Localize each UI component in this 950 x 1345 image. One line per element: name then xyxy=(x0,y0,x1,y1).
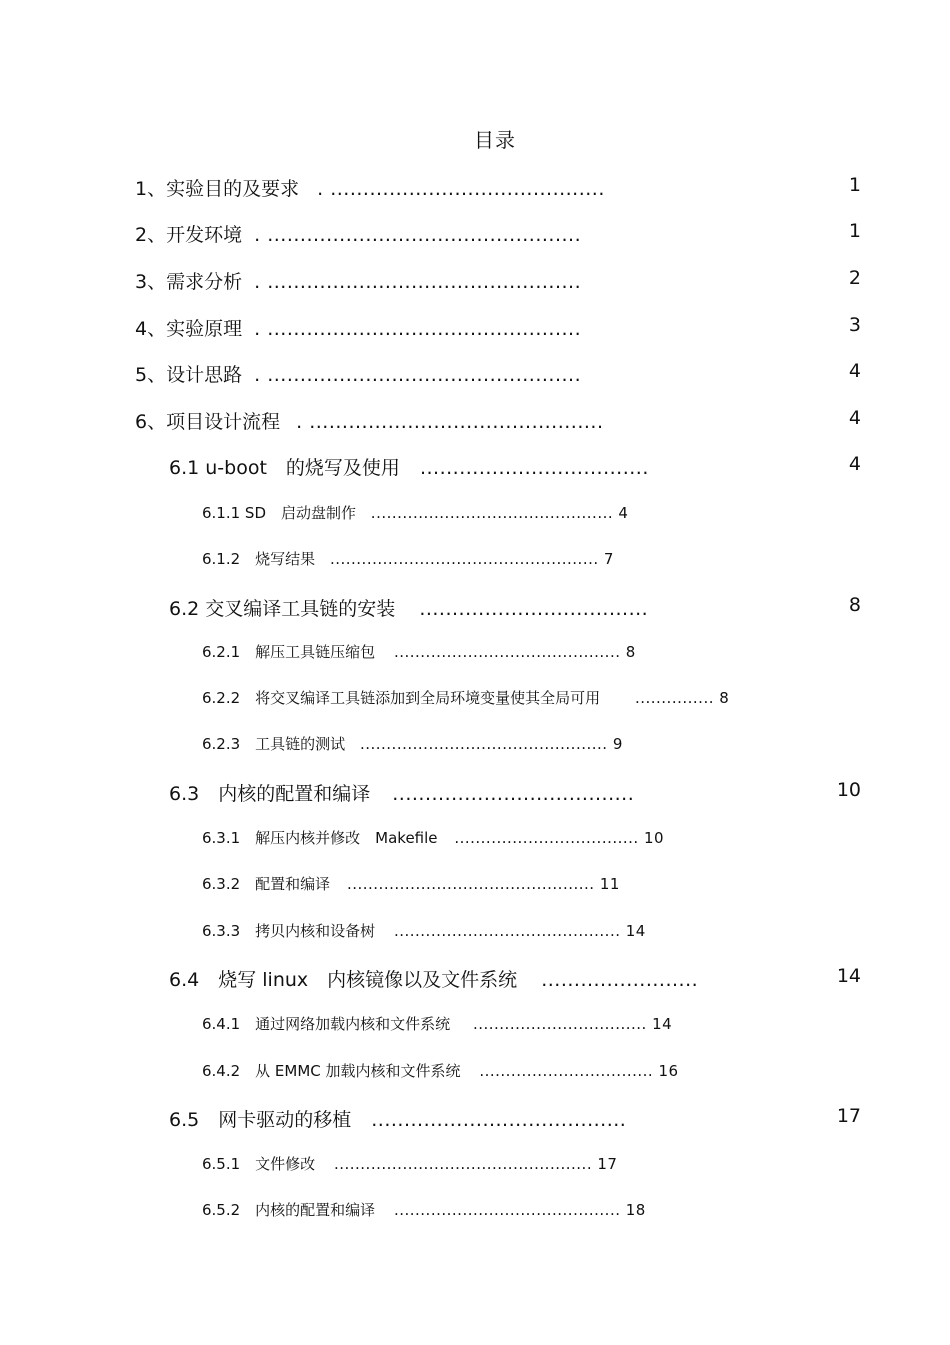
toc-entry-page: 3 xyxy=(848,314,861,336)
toc-entry-leader: . .......................................... xyxy=(317,178,605,200)
toc-entry-text: 6.5.2 内核的配置和编译 xyxy=(202,1201,376,1219)
toc-entry-text: 6.2 交叉编译工具链的安装 xyxy=(169,598,396,620)
toc-entry-page: 14 xyxy=(836,965,861,987)
toc-entry-text: 6.1.1 SD 启动盘制作 xyxy=(202,504,357,522)
toc-entry-leader-page: ................................... 10 xyxy=(454,829,665,847)
toc-entry-text: 6.4.2 从 EMMC 加载内核和文件系统 xyxy=(202,1062,461,1080)
toc-entry-page: 1 xyxy=(848,220,861,242)
toc-entry-page: 4 xyxy=(848,453,861,475)
toc-entry[interactable] xyxy=(135,267,581,294)
toc-entry[interactable] xyxy=(169,779,634,806)
toc-entry[interactable] xyxy=(169,594,648,621)
toc-entry[interactable] xyxy=(169,453,649,480)
toc-entry-page: 10 xyxy=(836,779,861,801)
toc-entry[interactable] xyxy=(202,733,623,754)
toc-entry-text: 6.5.1 文件修改 xyxy=(202,1155,316,1173)
toc-entry[interactable] xyxy=(135,407,604,434)
toc-entry-text: 6.2.1 解压工具链压缩包 xyxy=(202,643,376,661)
toc-entry-text: 6.3.1 解压内核并修改 Makefile xyxy=(202,829,438,847)
toc-entry-leader-page: ........................................... 8 xyxy=(393,643,636,661)
toc-entry-leader: ..................................... xyxy=(392,783,635,805)
toc-entry-page: 17 xyxy=(836,1105,861,1127)
toc-entry[interactable] xyxy=(202,1060,679,1081)
toc-entry[interactable] xyxy=(202,687,729,708)
toc-entry[interactable] xyxy=(202,502,628,523)
toc-entry-leader: ........................ xyxy=(541,969,699,991)
toc-entry[interactable] xyxy=(135,314,581,341)
toc-entry[interactable] xyxy=(202,1153,617,1174)
toc-entry[interactable] xyxy=(202,873,620,894)
toc-entry-page: 4 xyxy=(848,360,861,382)
toc-entry[interactable] xyxy=(202,827,664,848)
toc-entry-text: 6.1 u-boot 的烧写及使用 xyxy=(169,457,400,479)
toc-entry[interactable] xyxy=(135,174,605,201)
toc-entry[interactable] xyxy=(135,220,581,247)
toc-entry-text: 3、需求分析 xyxy=(135,271,243,293)
toc-entry-leader-page: ............................................... 11 xyxy=(346,875,620,893)
toc-entry-page: 4 xyxy=(848,407,861,429)
toc-entry-leader-page: ................................. 16 xyxy=(479,1062,679,1080)
toc-entry[interactable] xyxy=(202,641,636,662)
toc-entry-text: 1、实验目的及要求 xyxy=(135,178,300,200)
toc-entry-leader-page: ................................. 14 xyxy=(472,1015,673,1033)
toc-title: 目录 xyxy=(474,128,516,152)
toc-entry-leader-page: ................................................... 7 xyxy=(329,550,614,568)
toc-entry-text: 6.5 网卡驱动的移植 xyxy=(169,1109,352,1131)
toc-entry[interactable] xyxy=(169,1105,626,1132)
toc-entry[interactable] xyxy=(202,1199,646,1220)
toc-entry-text: 6.3 内核的配置和编译 xyxy=(169,783,371,805)
toc-entry-leader-page: ............... 8 xyxy=(634,689,730,707)
toc-entry[interactable] xyxy=(135,360,581,387)
toc-entry-text: 6.2.3 工具链的测试 xyxy=(202,735,346,753)
toc-entry-leader-page: ........................................... 18 xyxy=(393,1201,646,1219)
toc-entry-text: 2、开发环境 xyxy=(135,224,243,246)
toc-entry-leader-page: .............................................. 4 xyxy=(370,504,629,522)
toc-entry-text: 4、实验原理 xyxy=(135,318,243,340)
toc-entry-page: 8 xyxy=(848,594,861,616)
toc-entry-page: 2 xyxy=(848,267,861,289)
toc-entry-text: 6.3.2 配置和编译 xyxy=(202,875,331,893)
toc-entry-leader-page: ............................................... 9 xyxy=(359,735,623,753)
toc-entry-leader: . ................................................ xyxy=(254,364,582,386)
toc-entry-leader: . ................................................ xyxy=(254,224,582,246)
toc-entry-text: 6.3.3 拷贝内核和设备树 xyxy=(202,922,376,940)
toc-entry-text: 6.2.2 将交叉编译工具链添加到全局环境变量使其全局可用 xyxy=(202,689,601,707)
toc-entry[interactable] xyxy=(202,1013,672,1034)
toc-entry-text: 6.1.2 烧写结果 xyxy=(202,550,316,568)
toc-entry-leader: . ................................................ xyxy=(254,318,582,340)
toc-entry[interactable] xyxy=(202,920,646,941)
toc-entry-leader-page: ........................................... 14 xyxy=(393,922,646,940)
toc-entry-leader-page: ................................................. 17 xyxy=(333,1155,618,1173)
toc-entry-leader: ................................... xyxy=(419,457,649,479)
toc-entry-text: 5、设计思路 xyxy=(135,364,243,386)
toc-entry-page: 1 xyxy=(848,174,861,196)
toc-entry-text: 6.4 烧写 linux 内核镜像以及文件系统 xyxy=(169,969,518,991)
toc-entry[interactable] xyxy=(202,548,614,569)
toc-entry-leader: . ................................................ xyxy=(254,271,582,293)
toc-entry-leader: ....................................... xyxy=(371,1109,627,1131)
toc-entry-text: 6.4.1 通过网络加载内核和文件系统 xyxy=(202,1015,451,1033)
toc-entry-leader: . ............................................. xyxy=(296,411,604,433)
toc-entry-leader: ................................... xyxy=(419,598,649,620)
toc-entry[interactable] xyxy=(169,965,698,992)
toc-entry-text: 6、项目设计流程 xyxy=(135,411,281,433)
